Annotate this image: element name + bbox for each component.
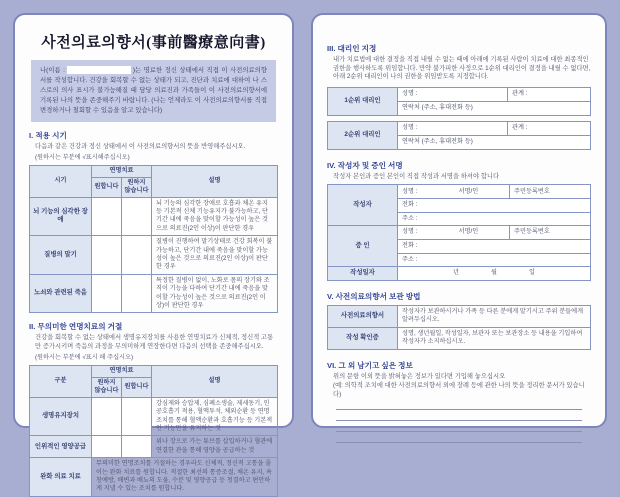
relation-label: 관계 : bbox=[512, 90, 528, 98]
day-label: 일 bbox=[528, 269, 535, 277]
section2-heading: II. 무의미한 연명치료의 거절 bbox=[29, 322, 123, 332]
intro-declaration-box bbox=[31, 60, 276, 122]
address-label: 주소 : bbox=[402, 255, 418, 263]
checkbox-cell-notwant[interactable] bbox=[92, 436, 122, 458]
checkbox-cell-want[interactable] bbox=[92, 274, 122, 313]
checkbox-cell-want[interactable] bbox=[92, 197, 122, 236]
period-brain-desc: 뇌 기능의 심각한 장애로 호흡과 체온 유지 등 기본적 신체 기능유지가 불가능하고, 단기간 내에 죽음을 맞이할 가능성이 높은 것으로 의료진(2인 이상)이 판단한 경우 bbox=[152, 197, 278, 236]
col-period-header: 시기 bbox=[30, 166, 92, 197]
write-line[interactable] bbox=[336, 409, 582, 410]
palliative-label: 완화 의료 치료 bbox=[30, 458, 92, 497]
life-support-label: 생명유지장치 bbox=[30, 397, 92, 436]
year-label: 년 bbox=[453, 269, 459, 277]
col-want-header: 원합니다 bbox=[92, 177, 122, 197]
period-aging-label: 노쇠와 관련된 죽음 bbox=[30, 274, 92, 313]
write-line[interactable] bbox=[336, 420, 582, 421]
section3-heading: III. 대리인 지정 bbox=[327, 44, 377, 53]
section6-heading: VI. 그 외 남기고 싶은 정보 bbox=[327, 360, 413, 370]
period-terminal-label: 질병의 말기 bbox=[30, 236, 92, 275]
section1-check-note: (원하시는 부분에 √표시해주십시오) bbox=[35, 153, 130, 161]
proxy1-relation-field[interactable] bbox=[508, 87, 591, 101]
directive-storage-desc: 작성자가 보관하시거나 가족 등 다른 분에게 맡기시고 주위 분들에게 알려두십시오. bbox=[398, 306, 591, 328]
free-text-area bbox=[327, 409, 591, 443]
col-lifecare-header: 연명치료 bbox=[92, 166, 152, 177]
palliative-desc: 무의미한 연명조치를 거절하는 경우라도 신체적, 정신적 고통을 줄이는 완화 치료를 원합니다. 적절한 최선의 통증조절, 체온 유지, 욕창예방, 배변과 배뇨의 도움, 수분 및 영양공급 등 청결하고 편안하게 지낼 수 있는 조치를 원합니다. bbox=[92, 458, 278, 497]
section5-heading: V. 사전의료의향서 보관 방법 bbox=[327, 292, 421, 301]
name-label: 성명 : bbox=[402, 187, 418, 195]
proxy2-contact-field[interactable] bbox=[398, 135, 591, 149]
table-row bbox=[30, 397, 278, 436]
checkbox-cell-want[interactable] bbox=[122, 397, 152, 436]
checkbox-cell-notwant[interactable] bbox=[92, 397, 122, 436]
proxy2-name-field[interactable] bbox=[398, 121, 508, 135]
phone-label: 전화 : bbox=[402, 201, 418, 209]
address-label: 주소 : bbox=[402, 214, 418, 222]
checkbox-cell-want[interactable] bbox=[122, 436, 152, 458]
writer-phone-field[interactable] bbox=[398, 199, 591, 212]
name-blank-field[interactable] bbox=[67, 66, 131, 74]
intro-prefix: 나(이름 : bbox=[40, 67, 65, 74]
proxy2-table bbox=[327, 121, 591, 150]
sign-label: 서명/인 bbox=[458, 187, 479, 195]
left-page bbox=[13, 13, 294, 493]
col-category-header: 구분 bbox=[30, 366, 92, 397]
checkbox-cell-want[interactable] bbox=[92, 236, 122, 275]
confirmation-card-label: 작성 확인증 bbox=[328, 327, 398, 349]
date-field[interactable] bbox=[398, 267, 591, 281]
relation-label: 관계 : bbox=[512, 124, 528, 132]
proxy1-contact-field[interactable] bbox=[398, 101, 591, 115]
checkbox-cell-notwant[interactable] bbox=[122, 197, 152, 236]
contact-label: 연락처 (주소, 휴대전화 등) bbox=[402, 104, 473, 112]
col-desc-header: 설명 bbox=[152, 166, 278, 197]
period-aging-desc: 특정한 질병이 없이, 노화로 몸의 장기와 조직이 기능을 다하여 단기간 내에 죽음을 맞이할 가능성이 높은 것으로 의료진(2인 이상)이 판단한 경우 bbox=[152, 274, 278, 313]
checkbox-cell-notwant[interactable] bbox=[122, 236, 152, 275]
table-row bbox=[30, 197, 278, 236]
writer-name-field[interactable] bbox=[398, 185, 510, 199]
col-notwant-header: 원하지 않습니다 bbox=[92, 377, 122, 397]
section4-desc: 작성자 본인과 증인 본인이 직접 작성과 서명을 하셔야 합니다 bbox=[333, 172, 500, 180]
proxy1-label: 1순위 대리인 bbox=[328, 87, 398, 115]
name-label: 성명 : bbox=[402, 228, 418, 236]
writer-address-field[interactable] bbox=[398, 212, 591, 225]
table-row bbox=[30, 458, 278, 497]
section2-check-note: (원하시는 부분에 √표시 해 주십시오) bbox=[35, 353, 134, 361]
contact-label: 연락처 (주소, 휴대전화 등) bbox=[402, 138, 473, 146]
section2-desc: 건강을 회복할 수 없는 상태에서 생명유지장치를 사용한 연명치료가 신체적, 정신적 고통만 증가시키며 죽음의 과정을 무의미하게 연장한다면 다음의 선택을 존중해주십시오. bbox=[35, 334, 274, 351]
section6-desc1: 위의 문항 이외 뜻을 밝혀놓은 정보가 있다면 기입해 놓으십시오 bbox=[333, 372, 506, 380]
col-want-header: 원합니다 bbox=[122, 377, 152, 397]
section4-heading: IV. 작성자 및 증인 서명 bbox=[327, 160, 403, 170]
witness-address-field[interactable] bbox=[398, 253, 591, 266]
name-label: 성명 : bbox=[402, 90, 418, 98]
period-terminal-desc: 질병이 진행하여 말기상태로 건강 회복이 불가능하고, 단기간 내에 죽음을 맞이할 가능성이 높은 것으로 의료진(2인 이상)이 판단한 경우 bbox=[152, 236, 278, 275]
right-page bbox=[311, 13, 607, 428]
proxy2-label: 2순위 대리인 bbox=[328, 121, 398, 149]
table-row bbox=[30, 274, 278, 313]
section3-desc: 내가 치료법에 대한 결정을 직접 내릴 수 없는 때에 아래에 기록된 사람이 치료에 대한 최종적인 권한을 행사하도록 위임합니다. 만약 불가피한 사정으로 1순위 대리인이 결정을 내릴 수 없다면, 아래 2순위 대리인이 나의 권한을 위임받도록 지정합니다. bbox=[333, 56, 591, 81]
nutrition-label: 인위적인 영양공급 bbox=[30, 436, 92, 458]
section6-desc2: (예: 의학적 조치에 대한 사전의료의향서 외에 장례 등에 관한 나의 뜻을 정리한 문서가 있습니다) bbox=[333, 382, 585, 398]
proxy1-name-field[interactable] bbox=[398, 87, 508, 101]
witness-phone-field[interactable] bbox=[398, 240, 591, 253]
document-title: 사전의료의향서(事前醫療意向書) bbox=[41, 35, 266, 51]
section1-desc: 다음과 같은 건강과 정신 상태에서 이 사전의료의향서의 뜻을 반영해주십시오. bbox=[35, 143, 246, 150]
id-label: 주민등록번호 bbox=[514, 228, 550, 236]
write-line[interactable] bbox=[336, 431, 582, 432]
phone-label: 전화 : bbox=[402, 242, 418, 250]
table-row bbox=[30, 236, 278, 275]
writer-label: 작성자 bbox=[328, 185, 398, 226]
proxy1-table bbox=[327, 87, 591, 116]
table-row bbox=[30, 436, 278, 458]
date-row-label: 작성일자 bbox=[328, 267, 398, 281]
write-line[interactable] bbox=[336, 442, 582, 443]
sign-label: 서명/인 bbox=[458, 228, 479, 236]
name-label: 성명 : bbox=[402, 124, 418, 132]
proxy2-relation-field[interactable] bbox=[508, 121, 591, 135]
writer-id-field[interactable] bbox=[510, 185, 591, 199]
life-support-desc: 강심제와 승압제, 심폐소생술, 제세동기, 인공호흡기 적용, 혈액투석, 체외순환 등 연명조치를 통해 혈액순환과 호흡기능 등 기본적인 기능만을 유지하는 것 bbox=[152, 397, 278, 436]
checkbox-cell-notwant[interactable] bbox=[122, 274, 152, 313]
col-desc-header: 설명 bbox=[152, 366, 278, 397]
period-brain-label: 뇌 기능의 심각한 장애 bbox=[30, 197, 92, 236]
confirmation-card-desc: 성명, 생년월일, 작성일자, 보관자 또는 보관장소 등 내용을 기입하여 작성자가 소지하십시오. bbox=[398, 327, 591, 349]
directive-storage-label: 사전의료의향서 bbox=[328, 306, 398, 328]
section1-heading: I. 적용 시기 bbox=[29, 131, 67, 140]
refusal-table bbox=[29, 365, 278, 496]
id-label: 주민등록번호 bbox=[514, 187, 550, 195]
month-label: 월 bbox=[491, 269, 497, 277]
witness-id-field[interactable] bbox=[510, 226, 591, 240]
witness-label: 증 인 bbox=[328, 226, 398, 267]
storage-table bbox=[327, 305, 591, 350]
intro-suffix: )는 명료한 정신 상태에서 직접 이 사전의료의향서를 작성합니다. bbox=[40, 67, 267, 84]
col-lifecare-header: 연명치료 bbox=[92, 366, 152, 377]
witness-name-field[interactable] bbox=[398, 226, 510, 240]
nutrition-desc: 위나 장으로 가는 튜브를 삽입하거나 혈관에 연결한 관을 통해 영양을 공급하는 것 bbox=[152, 436, 278, 458]
apply-period-table bbox=[29, 165, 278, 313]
signature-table bbox=[327, 184, 591, 281]
intro-body: 건강을 회복할 수 없는 상태가 되고, 진단과 치료에 대하여 나 스스로의 의사 표시가 불가능해질 때 담당 의료진과 가족들이 이 사전의료의향서에 기록된 나의 뜻을 존중해주기 바랍니다. (나는 언제라도 이 사전의료의향서를 직접 변경하거나 철회할 수 있음을 알고 있습니다) bbox=[40, 77, 268, 114]
col-notwant-header: 원하지 않습니다 bbox=[122, 177, 152, 197]
